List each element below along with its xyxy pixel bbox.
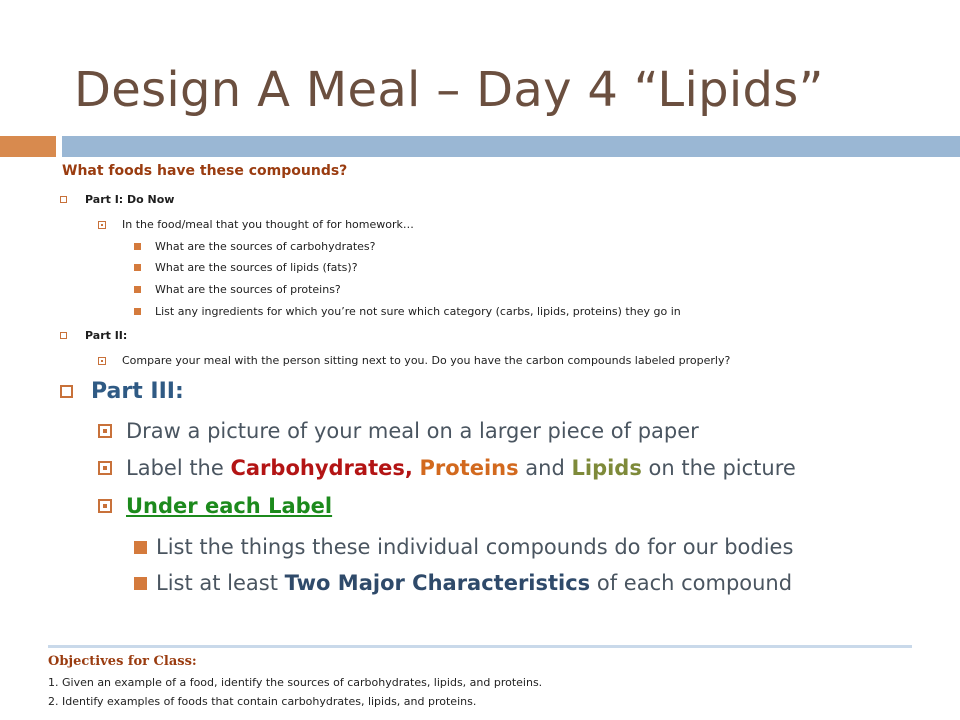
part2-bullet: [60, 329, 127, 342]
square-bullet-icon: [98, 424, 112, 438]
list-item-text: [156, 571, 792, 595]
part3-bullet: [60, 379, 184, 404]
part1-label: Part I: Do Now: [85, 193, 175, 206]
square-bullet-icon: [134, 577, 147, 590]
label-suffix: on the picture: [641, 456, 796, 480]
objectives-title: Objectives for Class:: [48, 654, 197, 669]
list-item: [134, 283, 341, 296]
list-item: [134, 305, 681, 318]
square-bullet-icon: [134, 541, 147, 554]
part1-sub-text: In the food/meal that you thought of for homework…: [122, 218, 414, 231]
list-item: [134, 535, 793, 559]
accent-bar-orange: [0, 136, 56, 157]
objectives-divider: [48, 645, 912, 648]
list-item-text: What are the sources of carbohydrates?: [155, 240, 376, 253]
part2-sub-bullet: [98, 354, 730, 367]
part3-label-line: [98, 456, 796, 480]
slide-title: Design A Meal – Day 4 “Lipids”: [74, 62, 824, 118]
square-bullet-icon: [98, 357, 106, 365]
square-bullet-icon: [134, 286, 141, 293]
list-item-text: What are the sources of lipids (fats)?: [155, 261, 358, 274]
part2-sub-text: Compare your meal with the person sitting next to you. Do you have the carbon compounds labeled properly?: [122, 354, 731, 367]
square-bullet-icon: [98, 461, 112, 475]
list2-suffix: of each compound: [590, 571, 793, 595]
part3-draw-text: Draw a picture of your meal on a larger piece of paper: [126, 419, 699, 443]
list-item: [134, 240, 376, 253]
under-each-label-text: Under each Label: [126, 494, 333, 518]
part1-bullet: [60, 193, 174, 206]
square-bullet-icon: [60, 385, 73, 398]
square-bullet-icon: [134, 243, 141, 250]
and-text: and: [518, 456, 572, 480]
square-bullet-icon: [60, 332, 67, 339]
part2-label: Part II:: [85, 329, 128, 342]
part3-under-each: [98, 494, 332, 518]
list2-prefix: List at least: [156, 571, 285, 595]
intro-question: What foods have these compounds?: [62, 163, 348, 179]
objective-item: 1. Given an example of a food, identify the sources of carbohydrates, lipids, and proteins.: [48, 676, 543, 689]
part1-sub-bullet: [98, 218, 414, 231]
square-bullet-icon: [134, 264, 141, 271]
square-bullet-icon: [134, 308, 141, 315]
objective-item: 2. Identify examples of foods that contain carbohydrates, lipids, and proteins.: [48, 695, 477, 708]
accent-bar-blue: [62, 136, 960, 157]
list2-bold: Two Major Characteristics: [284, 571, 591, 595]
lipids-text: Lipids: [571, 456, 642, 480]
part3-label-line-text: [126, 456, 796, 480]
list-item-text: What are the sources of proteins?: [155, 283, 341, 296]
label-prefix: Label the: [126, 456, 231, 480]
proteins-text: Proteins: [419, 456, 519, 480]
list-item-text: List the things these individual compounds do for our bodies: [156, 535, 794, 559]
list-item-text: List any ingredients for which you’re not sure which category (carbs, lipids, proteins) they go in: [155, 305, 681, 318]
square-bullet-icon: [60, 196, 67, 203]
square-bullet-icon: [98, 221, 106, 229]
list-item: [134, 261, 358, 274]
part3-draw: [98, 419, 699, 443]
list-item: [134, 571, 792, 595]
part3-label: Part III:: [91, 379, 184, 404]
square-bullet-icon: [98, 499, 112, 513]
carbohydrates-text: Carbohydrates,: [230, 456, 413, 480]
